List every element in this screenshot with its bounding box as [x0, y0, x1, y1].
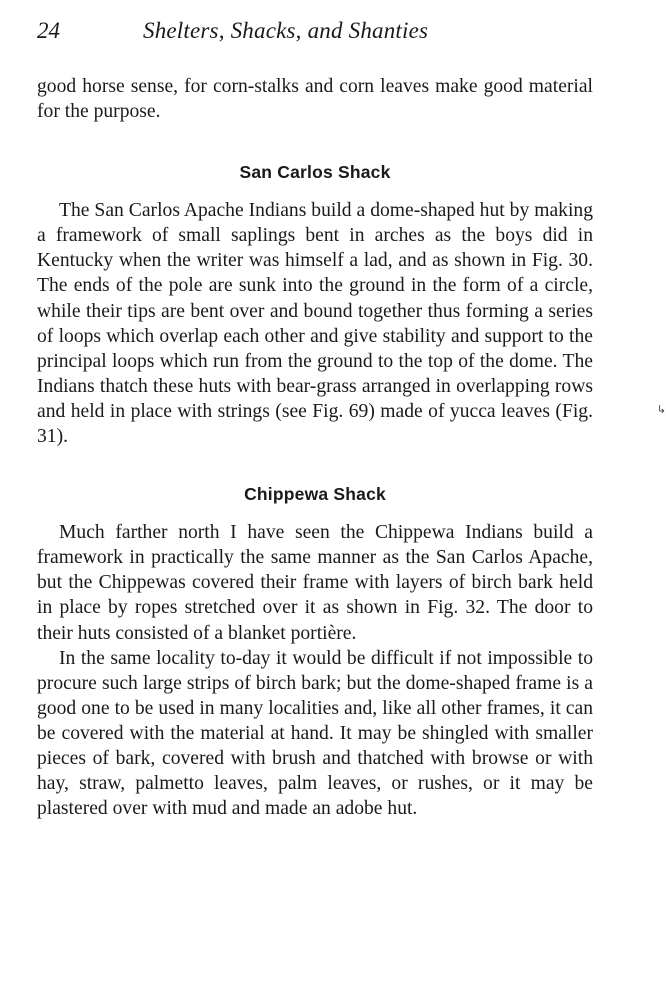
- margin-mark: ↳: [656, 403, 666, 416]
- running-header: [37, 14, 593, 54]
- section-heading-san-carlos: San Carlos Shack: [239, 162, 391, 183]
- paragraph-san-carlos: The San Carlos Apache Indians build a dome-shaped hut by making a framework of small saplings bent in arches as the boys did in Kentucky when the writer was himself a lad, and as shown in Fig. 30. The ends of the pole are sunk into the ground in the form of a circle, while their tips are bent over and bound together thus forming a series of loops which overlap each other and give stability and support to the principal loops which run from the ground to the top of the dome. The Indians thatch these huts with bear-grass arranged in overlapping rows and held in place with strings (see Fig. 69) made of yucca leaves (Fig. 31).: [37, 200, 593, 448]
- book-page: [37, 14, 593, 821]
- book-title: Shelters, Shacks, and Shanties: [143, 18, 429, 43]
- continuation-paragraph: good horse sense, for corn-stalks and corn leaves make good material for the purpose.: [37, 76, 593, 123]
- paragraph-chippewa-1: Much farther north I have seen the Chippewa Indians build a framework in practically the same manner as the San Carlos Apache, but the Chippewas covered their frame with layers of birch bark held in place by ropes stretched over it as shown in Fig. 32. The door to their huts consisted of a blanket portière.: [37, 522, 593, 644]
- section-heading-chippewa: Chippewa Shack: [244, 484, 386, 505]
- paragraph-chippewa-2: In the same locality to-day it would be difficult if not impossible to procure such large strips of birch bark; but the dome-shaped frame is a good one to be used in many localities and, like all other frames, it can be covered with the material at hand. It may be shingled with smaller pieces of bark, covered with brush and thatched with browse or with hay, straw, palmetto leaves, palm leaves, or rushes, or it may be plastered over with mud and made an adobe hut.: [37, 647, 593, 820]
- page-number: 24: [37, 18, 60, 43]
